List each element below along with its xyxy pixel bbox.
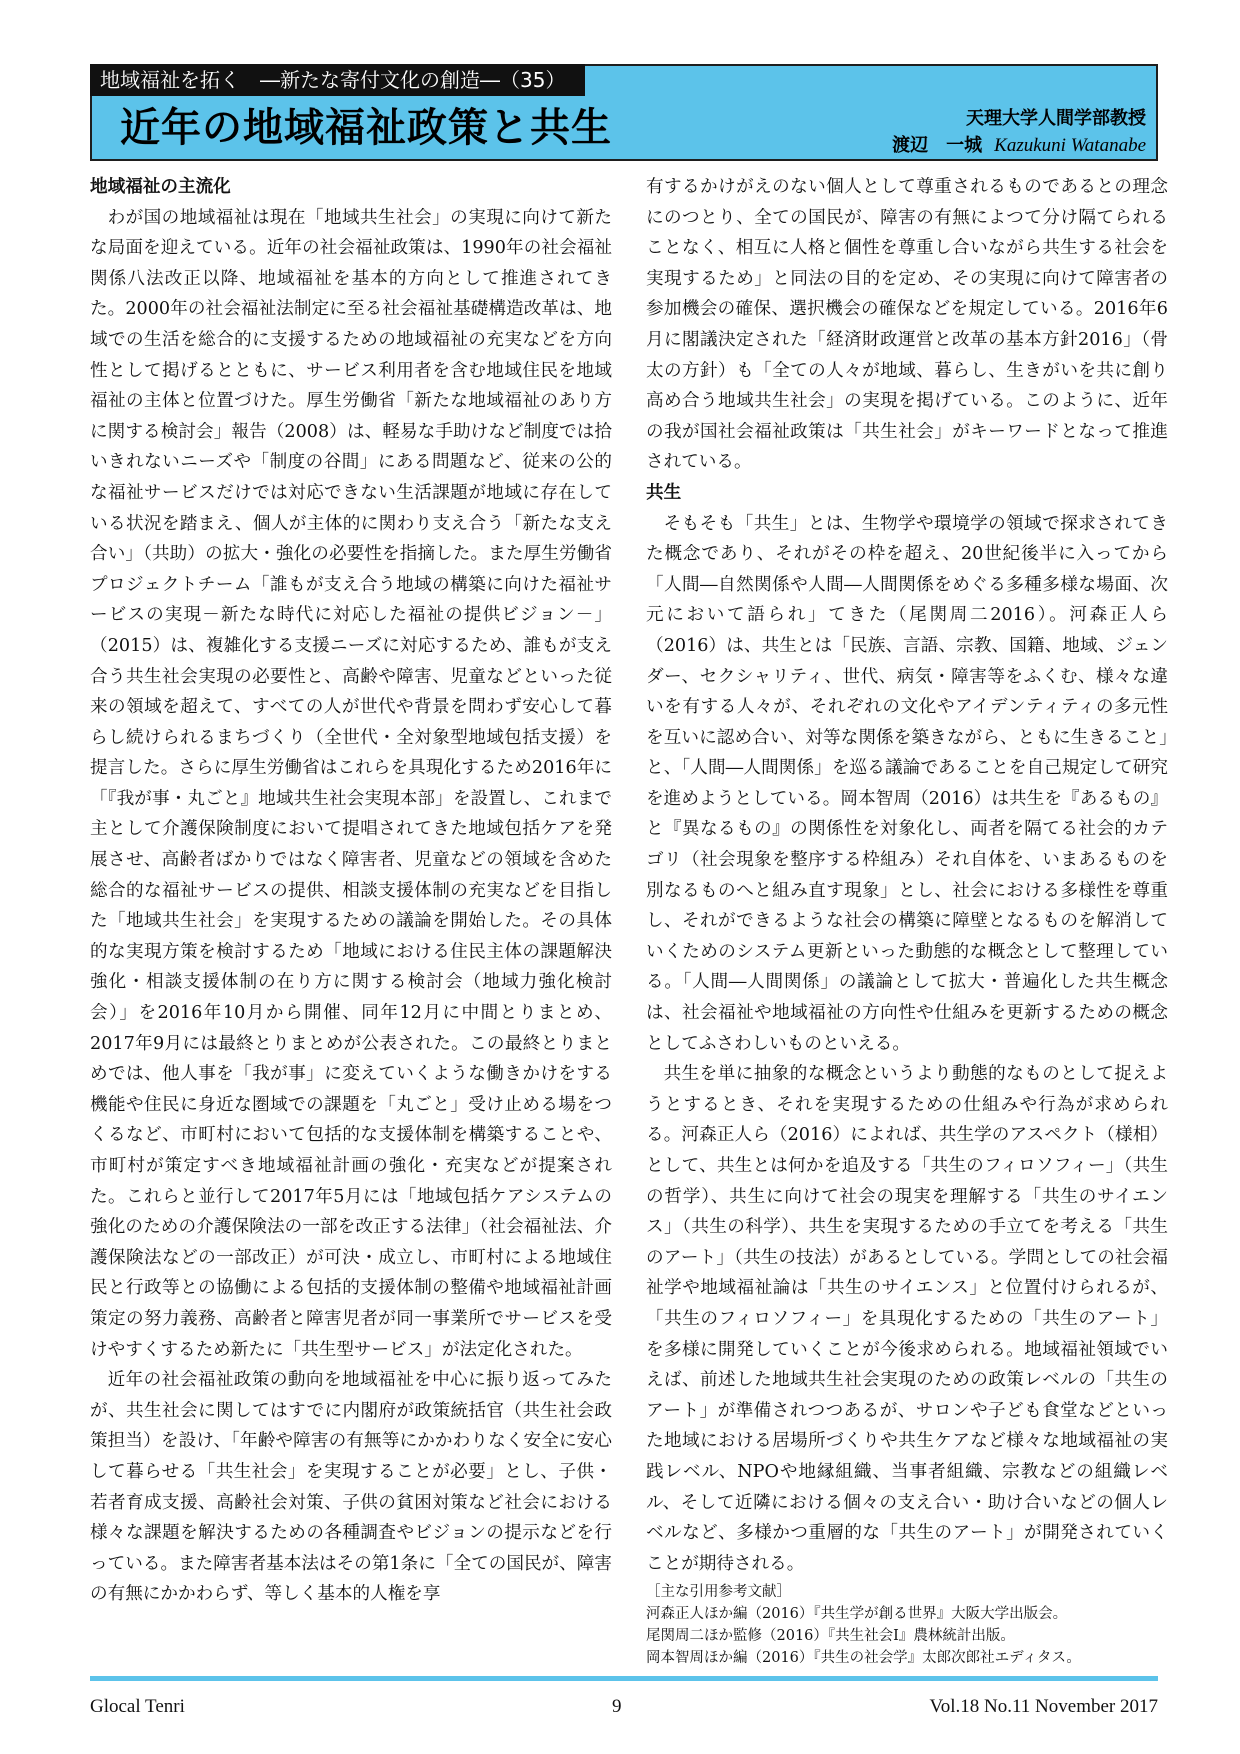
section-heading: 共生 bbox=[646, 482, 682, 503]
author-line bbox=[892, 131, 1146, 157]
references-heading: ［主な引用参考文献］ bbox=[646, 1584, 791, 1601]
reference-item: 尾関周二ほか監修（2016）『共生社会Ⅰ』農林統計出版。 bbox=[646, 1628, 1015, 1645]
paragraph: 近年の社会福祉政策の動向を地域福祉を中心に振り返ってみたが、共生社会に関してはすでに内閣府が政策統括官（共生社会政策担当）を設け、「年齢や障害の有無等にかかわりなく安全に安心して暮らせる「共生社会」を実現することが必要」とし、子供・若者育成支援、高齢社会対策、子供の貧困対策など社会における様々な課題を解決するための各種調査やビジョンの提示などを行っている。また障害者基本法はその第1条に「全ての国民が、障害の有無にかかわらず、等しく基本的人権を享 bbox=[90, 1370, 612, 1605]
author-name-ja: 渡辺 一城 bbox=[892, 135, 983, 156]
references bbox=[646, 1581, 1168, 1669]
footer-publication: Glocal Tenri bbox=[90, 1696, 185, 1717]
paragraph: そもそも「共生」とは、生物学や環境学の領域で探求されてきた概念であり、それがその枠を超え、20世紀後半に入ってから「人間―自然関係や人間―人間関係をめぐる多種多様な場面、次元において語られ」てきた（尾関周二2016）。河森正人ら（2016）は、共生とは「民族、言語、宗教、国籍、地域、ジェンダー、セクシャリティ、世代、病気・障害等をふくむ、様々な違いを有する人々が、それぞれの文化やアイデンティティの多元性を互いに認め合い、対等な関係を築きながら、ともに生きること」と、「人間―人間関係」を巡る議論であることを自己規定して研究を進めようとしている。岡本智周（2016）は共生を『あるもの』と『異なるもの』の関係性を対象化し、両者を隔てる社会的カテゴリ（社会現象を整序する枠組み）それ自体を、いまあるものを別なるものへと組み直す現象」とし、社会における多様性を尊重し、それができるような社会の構築に障壁となるものを解消していくためのシステム更新といった動態的な概念として整理している。「人間―人間関係」の議論として拡大・普遍化した共生概念は、社会福祉や地域福祉の方向性や仕組みを更新するための概念としてふさわしいものといえる。 bbox=[646, 513, 1168, 1054]
article-title: 近年の地域福祉政策と共生 bbox=[120, 104, 612, 151]
left-column bbox=[90, 172, 612, 1610]
footer-issue: Vol.18 No.11 November 2017 bbox=[929, 1696, 1158, 1717]
paragraph: 有するかけがえのない個人として尊重されるものであるとの理念にのつとり、全ての国民が、障害の有無によつて分け隔てられることなく、相互に人格と個性を尊重し合いながら共生する社会を実現するため」と同法の目的を定め、その実現に向けて障害者の参加機会の確保、選択機会の確保などを規定している。2016年6月に閣議決定された「経済財政運営と改革の基本方針2016」（骨太の方針）も「全ての人々が地域、暮らし、生きがいを共に創り高め合う地域共生社会」の実現を掲げている。このように、近年の我が国社会福祉政策は「共生社会」がキーワードとなって推進されている。 bbox=[646, 177, 1168, 473]
reference-item: 岡本智周ほか編（2016）『共生の社会学』太郎次郎社エディタス。 bbox=[646, 1650, 1081, 1667]
right-column bbox=[646, 172, 1168, 1669]
paragraph: 共生を単に抽象的な概念というより動態的なものとして捉えようとするとき、それを実現するための仕組みや行為が求められる。河森正人ら（2016）によれば、共生学のアスペクト（様相）として、共生とは何かを追及する「共生のフィロソフィー」（共生の哲学）、共生に向けて社会の現実を理解する「共生のサイエンス」（共生の科学）、共生を実現するための手立てを考える「共生のアート」（共生の技法）があるとしている。学問としての社会福祉学や地域福祉論は「共生のサイエンス」と位置付けられるが、「共生のフィロソフィー」を具現化するための「共生のアート」を多様に開発していくことが今後求められる。地域福祉領域でいえば、前述した地域共生社会実現のための政策レベルの「共生のアート」が準備されつつあるが、サロンや子ども食堂などといった地域における居場所づくりや共生ケアなど様々な地域福祉の実践レベル、NPOや地縁組織、当事者組織、宗教などの組織レベル、そして近隣における個々の支え合い・助け合いなどの個人レベルなど、多様かつ重層的な「共生のアート」が開発されていくことが期待される。 bbox=[646, 1064, 1168, 1574]
article-header bbox=[90, 64, 1158, 161]
author-affiliation: 天理大学人間学部教授 bbox=[966, 108, 1146, 129]
author-name-en: Kazukuni Watanabe bbox=[994, 135, 1146, 156]
page-number: 9 bbox=[612, 1696, 622, 1717]
series-title: 地域福祉を拓く ―新たな寄付文化の創造―（35） bbox=[90, 64, 585, 96]
reference-item: 河森正人ほか編（2016）『共生学が創る世界』大阪大学出版会。 bbox=[646, 1606, 1068, 1623]
paragraph: わが国の地域福祉は現在「地域共生社会」の実現に向けて新たな局面を迎えている。近年の社会福祉政策は、1990年の社会福祉関係八法改正以降、地域福祉を基本的方向として推進されてきた。2000年の社会福祉法制定に至る社会福祉基礎構造改革は、地域での生活を総合的に支援するための地域福祉の充実などを方向性として掲げるとともに、サービス利用者を含む地域住民を地域福祉の主体と位置づけた。厚生労働省「新たな地域福祉のあり方に関する検討会」報告（2008）は、軽易な手助けなど制度では拾いきれないニーズや「制度の谷間」にある問題など、従来の公的な福祉サービスだけでは対応できない生活課題が地域に存在している状況を踏まえ、個人が主体的に関わり支え合う「新たな支え合い」（共助）の拡大・強化の必要性を指摘した。また厚生労働省プロジェクトチーム「誰もが支え合う地域の構築に向けた福祉サービスの実現－新たな時代に対応した福祉の提供ビジョン－」（2015）は、複雑化する支援ニーズに対応するため、誰もが支え合う共生社会実現の必要性と、高齢や障害、児童などといった従来の領域を超えて、すべての人が世代や背景を問わず安心して暮らし続けられるまちづくり（全世代・全対象型地域包括支援）を提言した。さらに厚生労働省はこれらを具現化するため2016年に「『我が事・丸ごと』地域共生社会実現本部」を設置し、これまで主として介護保険制度において提唱されてきた地域包括ケアを発展させ、高齢者ばかりではなく障害者、児童などの領域を含めた総合的な福祉サービスの提供、相談支援体制の充実などを目指した「地域共生社会」を実現するための議論を開始した。その具体的な実現方策を検討するため「地域における住民主体の課題解決強化・相談支援体制の在り方に関する検討会（地域力強化検討会）」を2016年10月から開催、同年12月に中間とりまとめ、2017年9月には最終とりまとめが公表された。この最終とりまとめでは、他人事を「我が事」に変えていくような働きかけをする機能や住民に身近な圏域での課題を「丸ごと」受け止める場をつくるなど、市町村において包括的な支援体制を構築することや、市町村が策定すべき地域福祉計画の強化・充実などが提案された。これらと並行して2017年5月には「地域包括ケアシステムの強化のための介護保険法の一部を改正する法律」（社会福祉法、介護保険法などの一部改正）が可決・成立し、市町村による地域住民と行政等との協働による包括的支援体制の整備や地域福祉計画策定の努力義務、高齢者と障害児者が同一事業所でサービスを受けやすくするため新たに「共生型サービス」が法定化された。 bbox=[90, 207, 612, 1360]
footer-rule bbox=[90, 1676, 1158, 1681]
section-heading: 地域福祉の主流化 bbox=[90, 177, 231, 197]
